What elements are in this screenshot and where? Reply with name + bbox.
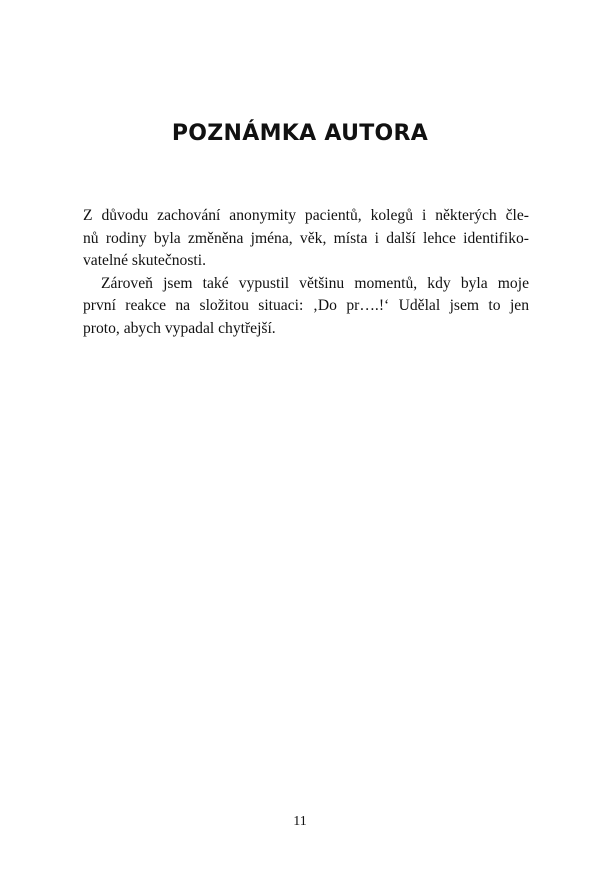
paragraph-2 xyxy=(83,273,529,341)
text-line: nů rodiny byla změněna jména, věk, místa i další lehce identifiko- xyxy=(83,229,529,247)
paragraph-1 xyxy=(83,205,529,273)
body-text xyxy=(83,205,529,340)
text-line: Zároveň jsem také vypustil většinu momentů, kdy byla moje xyxy=(101,274,529,292)
chapter-heading: POZNÁMKA AUTORA xyxy=(171,121,429,146)
text-line: vatelné skutečnosti. xyxy=(83,252,206,269)
text-line: proto, abych vypadal chytřejší. xyxy=(83,319,276,337)
text-line: první reakce na složitou situaci: ‚Do pr….!‘ Udělal jsem to jen xyxy=(83,297,529,314)
page-number: 11 xyxy=(293,814,307,829)
text-line: Z důvodu zachování anonymity pacientů, kolegů i některých čle- xyxy=(83,207,529,224)
